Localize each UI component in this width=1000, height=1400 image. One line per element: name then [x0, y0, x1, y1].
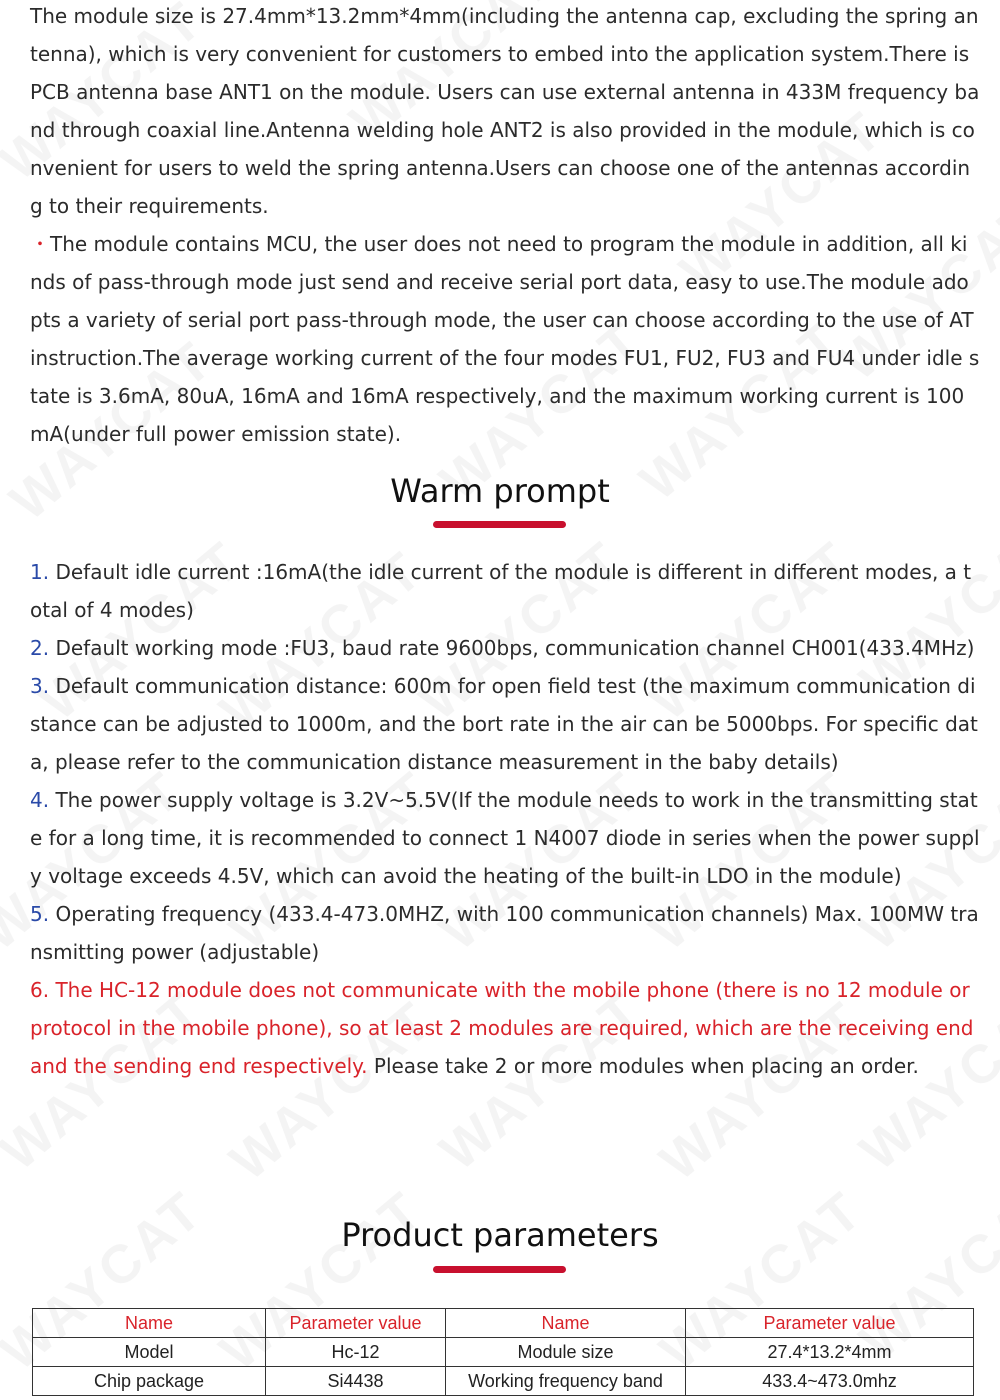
item-number: 6. [30, 978, 50, 1002]
item-number: 4. [30, 788, 50, 812]
parameters-table [32, 1308, 974, 1396]
table-cell: Module size [446, 1338, 686, 1367]
table-cell: Working frequency band [446, 1367, 686, 1396]
list-item [30, 553, 980, 629]
item-warning-text: The HC-12 module does not communicate with the mobile phone (there is no 12 module or protocol in the mobile phone), so at least 2 modules are required, which are the receiving end and the sending end respectively. [30, 978, 974, 1078]
header-cell: Parameter value [266, 1309, 446, 1338]
item-number: 5. [30, 902, 50, 926]
product-parameters-heading: Product parameters [341, 1216, 659, 1254]
table-cell: Chip package [33, 1367, 266, 1396]
table-cell: Hc-12 [266, 1338, 446, 1367]
header-cell: Name [33, 1309, 266, 1338]
item-text: Default working mode :FU3, baud rate 9600bps, communication channel CH001(433.4MHz) [49, 636, 975, 660]
warm-prompt-list [30, 553, 980, 1085]
item-text: Default idle current :16mA(the idle current of the module is different in different modes, a total of 4 modes) [30, 560, 972, 622]
intro-paragraph-size: The module size is 27.4mm*13.2mm*4mm(including the antenna cap, excluding the spring antenna), which is very convenient for customers to embed into the application system.There is PCB antenna base ANT1 on the module. Users can use external antenna in 433M frequency band through coaxial line.Antenna welding hole ANT2 is also provided in the module, which is convenient for users to weld the spring antenna.Users can choose one of the antennas according to their requirements. [30, 4, 980, 218]
item-text: Operating frequency (433.4-473.0MHZ, with 100 communication channels) Max. 100MW transmitting power (adjustable) [30, 902, 979, 964]
header-cell: Parameter value [686, 1309, 974, 1338]
list-item [30, 781, 980, 895]
warm-prompt-underline [433, 521, 566, 528]
table-cell: 27.4*13.2*4mm [686, 1338, 974, 1367]
item-text: The power supply voltage is 3.2V~5.5V(If the module needs to work in the transmitting state for a long time, it is recommended to connect 1 N4007 diode in series when the power supply voltage exceeds 4.5V, which can avoid the heating of the built-in LDO in the module) [30, 788, 980, 888]
table-cell: 433.4~473.0mhz [686, 1367, 974, 1396]
header-cell: Name [446, 1309, 686, 1338]
item-number: 1. [30, 560, 50, 584]
table-row [33, 1338, 974, 1367]
item-number: 2. [30, 636, 50, 660]
table-row [33, 1367, 974, 1396]
intro-paragraph-mcu-text: The module contains MCU, the user does not need to program the module in addition, all kinds of pass-through mode just send and receive serial port data, easy to use.The module adopts a variety of serial port pass-through mode, the user can choose according to the use of AT instruction.The average working current of the four modes FU1, FU2, FU3 and FU4 under idle state is 3.6mA, 80uA, 16mA and 16mA respectively, and the maximum working current is 100mA(under full power emission state). [30, 232, 980, 446]
intro-paragraph-mcu [30, 225, 980, 453]
list-item [30, 629, 980, 667]
table-cell: Si4438 [266, 1367, 446, 1396]
bullet-marker: ・ [30, 232, 50, 256]
product-parameters-underline [433, 1266, 566, 1273]
list-item [30, 971, 980, 1085]
list-item [30, 667, 980, 781]
table-cell: Model [33, 1338, 266, 1367]
item-text: Please take 2 or more modules when placing an order. [367, 1054, 919, 1078]
item-text: Default communication distance: 600m for open field test (the maximum communication distance can be adjusted to 1000m, and the bort rate in the air can be 5000bps. For specific data, please refer to the communication distance measurement in the baby details) [30, 674, 978, 774]
table-header-row [33, 1309, 974, 1338]
item-number: 3. [30, 674, 50, 698]
list-item [30, 895, 980, 971]
warm-prompt-heading: Warm prompt [390, 472, 610, 510]
